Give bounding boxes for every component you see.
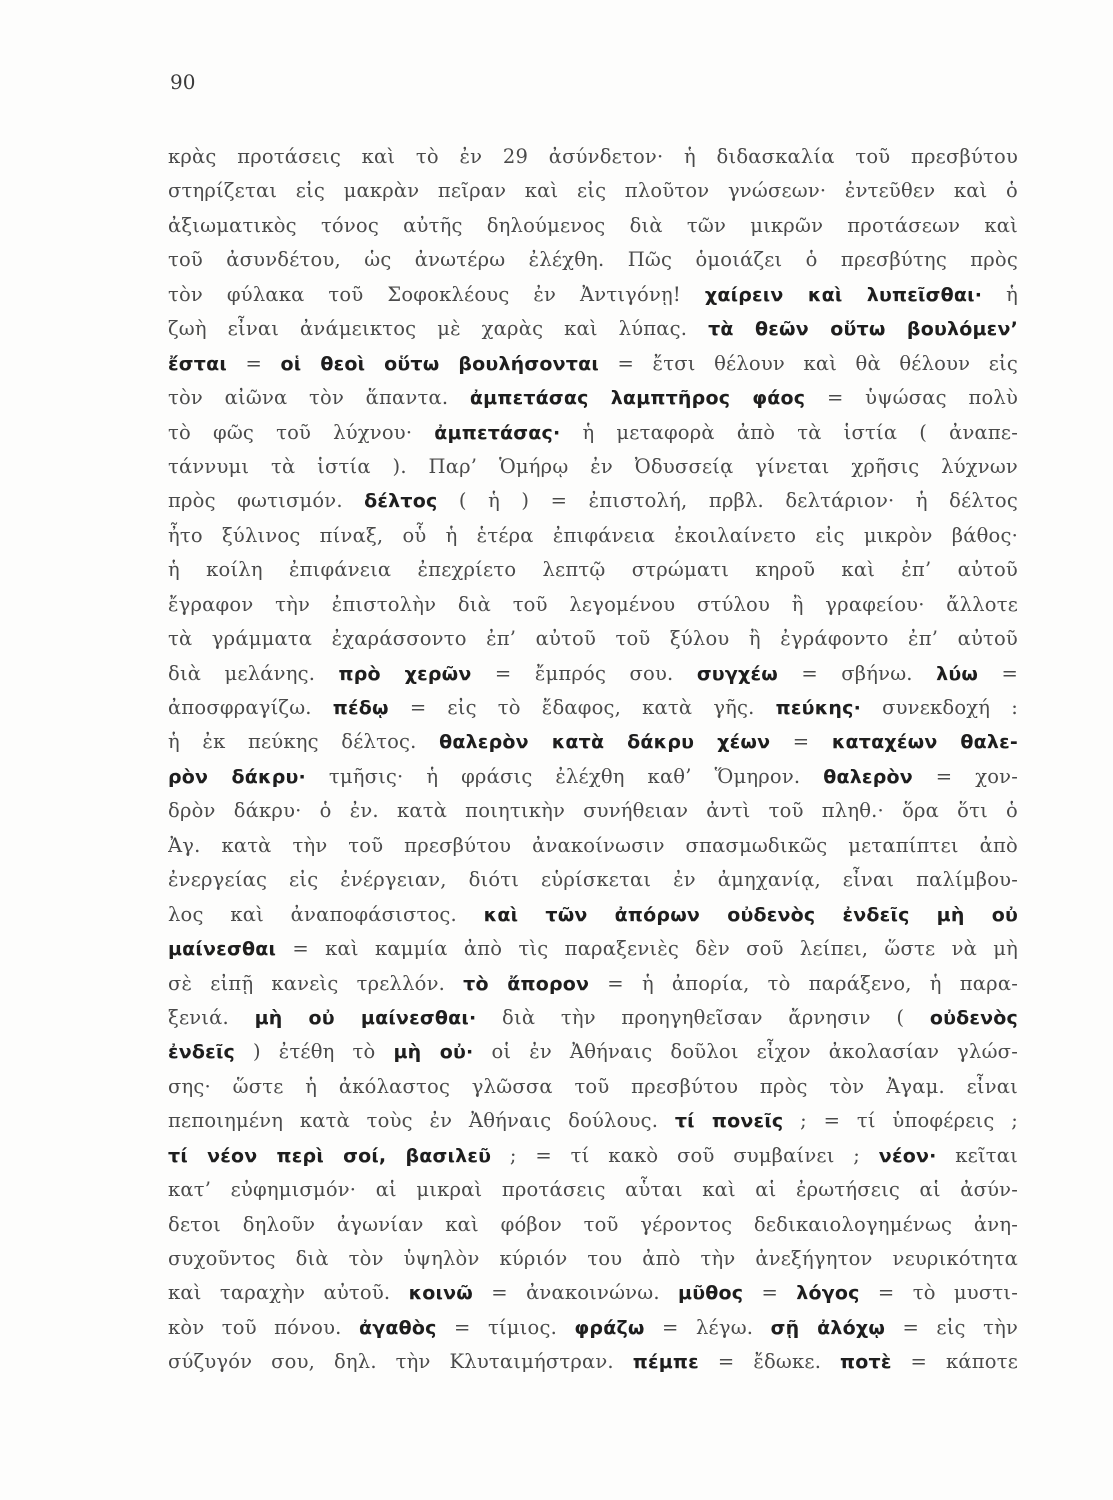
gloss-text: κατ’ εὐφημισμόν· αἱ μικραὶ προτάσεις αὗται καὶ αἱ ἐρωτήσεις αἱ ἀσύν-: [168, 1178, 1018, 1202]
text-line: [168, 622, 1018, 656]
text-line: [168, 450, 1018, 484]
gloss-text: σύζυγόν σου, δηλ. τὴν Κλυταιμήστραν.: [168, 1350, 633, 1374]
text-line: [168, 484, 1018, 518]
gloss-text: = τὸ μυστι-: [859, 1281, 1018, 1305]
lemma-bold: τί πονεῖς: [674, 1110, 784, 1133]
gloss-text: κεῖται: [936, 1143, 1018, 1167]
gloss-text: συνεκδοχή :: [861, 696, 1018, 719]
gloss-text: ἡ ἐκ πεύκης δέλτος.: [168, 730, 440, 754]
gloss-text: = χον-: [912, 764, 1018, 788]
lemma-bold: μὴ οὐ μαίνεσθαι·: [254, 1006, 477, 1029]
text-line: [168, 898, 1018, 932]
lemma-bold: ἀγαθὸς: [358, 1316, 437, 1339]
text-line: [168, 1139, 1018, 1173]
lemma-bold: τί νέον περὶ σοί, βασιλεῦ: [168, 1144, 492, 1167]
gloss-text: ἐνεργείας εἰς ἐνέργειαν, διότι εὑρίσκεται ἐν ἀμηχανίᾳ, εἶναι παλίμβου-: [168, 868, 1018, 892]
gloss-text: Ἀγ. κατὰ τὴν τοῦ πρεσβύτου ἀνακοίνωσιν σπασμωδικῶς μεταπίπτει ἀπὸ: [168, 833, 1018, 857]
text-line: [168, 1035, 1018, 1069]
gloss-text: = ἔδωκε.: [698, 1350, 841, 1374]
gloss-text: ( ἡ ) = ἐπιστολή, πρβλ. δελτάριον· ἡ δέλτος: [437, 489, 1018, 513]
gloss-text: τὸ φῶς τοῦ λύχνου·: [168, 420, 435, 444]
text-line: [168, 1104, 1018, 1138]
lemma-bold: πεύκης·: [775, 697, 861, 719]
text-line: [168, 278, 1018, 312]
lemma-bold: σῇ ἀλόχῳ: [770, 1316, 886, 1339]
lemma-bold: συγχέω: [696, 662, 778, 685]
gloss-text: = κάποτε: [891, 1350, 1018, 1374]
gloss-text: οἱ ἐν Ἀθήναις δοῦλοι εἶχον ἀκολασίαν γλώσ-: [473, 1040, 1018, 1064]
lemma-bold: οὐδενὸς: [929, 1006, 1018, 1029]
gloss-text: = εἰς τὴν: [885, 1315, 1018, 1339]
gloss-text: = σβήνω.: [777, 661, 937, 685]
gloss-text: δετοι δηλοῦν ἀγωνίαν καὶ φόβον τοῦ γέροντος δεδικαιολογημένως ἀνη-: [168, 1212, 1018, 1236]
text-line: [168, 657, 1018, 691]
gloss-text: τάννυμι τὰ ἱστία ). Παρ’ Ὁμήρῳ ἐν Ὀδυσσείᾳ γίνεται χρῆσις λύχνων: [168, 454, 1018, 478]
gloss-text: ἀποσφραγίζω.: [168, 696, 333, 719]
lemma-bold: οἱ θεοὶ οὕτω βουλήσονται: [280, 352, 599, 375]
text-line: [168, 932, 1018, 966]
gloss-text: =: [226, 351, 281, 375]
text-line: [168, 794, 1018, 828]
lemma-bold: ρὸν δάκρυ·: [168, 765, 306, 788]
text-line: [168, 381, 1018, 415]
gloss-text: σὲ εἰπῇ κανεὶς τρελλόν.: [168, 971, 464, 995]
lemma-bold: μαίνεσθαι: [168, 938, 277, 961]
lemma-bold: καὶ τῶν ἀπόρων οὐδενὸς ἐνδεῖς μὴ οὐ: [483, 903, 1018, 926]
gloss-text: ; = τί ὑποφέρεις ;: [783, 1109, 1018, 1133]
gloss-text: λος καὶ ἀναποφάσιστος.: [168, 902, 484, 926]
page-number: 90: [170, 70, 196, 94]
lemma-bold: κοινῶ: [408, 1282, 473, 1305]
lemma-bold: θαλερὸν κατὰ δάκρυ χέων: [439, 731, 771, 754]
gloss-text: =: [770, 730, 832, 754]
lemma-bold: ἀμπετάσας·: [434, 421, 561, 444]
lemma-bold: νέον·: [878, 1144, 937, 1167]
gloss-text: συχοῦντος διὰ τὸν ὑψηλὸν κύριόν του ἀπὸ τὴν ἀνεξήγητον νευρικότητα: [168, 1247, 1018, 1270]
text-line: [168, 312, 1018, 346]
text-line: [168, 760, 1018, 794]
text-line: [168, 416, 1018, 450]
gloss-text: πρὸς φωτισμόν.: [168, 489, 365, 513]
text-line: [168, 725, 1018, 759]
lemma-bold: ἀμπετάσας λαμπτῆρος φάος: [469, 387, 806, 410]
lemma-bold: πρὸ χερῶν: [338, 662, 472, 685]
text-line: [168, 967, 1018, 1001]
text-line: [168, 1001, 1018, 1035]
gloss-text: σης· ὥστε ἡ ἀκόλαστος γλῶσσα τοῦ πρεσβύτου πρὸς τὸν Ἀγαμ. εἶναι: [168, 1074, 1018, 1098]
text-line: [168, 174, 1018, 208]
gloss-text: ἔγραφον τὴν ἐπιστολὴν διὰ τοῦ λεγομένου στύλου ἢ γραφείου· ἄλλοτε: [168, 592, 1018, 616]
gloss-text: = ἔμπρός σου.: [471, 661, 697, 685]
lemma-bold: ἐνδεῖς: [168, 1041, 236, 1064]
gloss-text: τμῆσις· ἡ φράσις ἐλέχθη καθ’ Ὅμηρον.: [305, 764, 824, 788]
commentary-text-block: [168, 140, 1018, 1380]
text-line: [168, 691, 1018, 725]
lemma-bold: θαλερὸν: [823, 765, 913, 788]
text-line: [168, 347, 1018, 381]
gloss-text: κρὰς προτάσεις καὶ τὸ ἐν 29 ἀσύνδετον· ἡ διδασκαλία τοῦ πρεσβύτου: [168, 145, 1018, 168]
text-line: [168, 588, 1018, 622]
text-line: [168, 1208, 1018, 1242]
lemma-bold: τὰ θεῶν οὕτω βουλόμεν’: [708, 318, 1018, 341]
text-line: [168, 1070, 1018, 1104]
gloss-text: διὰ τὴν προηγηθεῖσαν ἄρνησιν (: [476, 1005, 930, 1029]
gloss-text: ἡ μεταφορὰ ἀπὸ τὰ ἱστία ( ἀναπε-: [560, 420, 1018, 444]
lemma-bold: τὸ ἄπορον: [463, 972, 590, 995]
text-line: [168, 519, 1018, 553]
lemma-bold: ποτὲ: [840, 1351, 892, 1374]
lemma-bold: φράζω: [574, 1316, 645, 1339]
lemma-bold: πέδῳ: [332, 697, 389, 719]
gloss-text: ἡ: [982, 282, 1018, 306]
gloss-text: ἡ κοίλη ἐπιφάνεια ἐπεχρίετο λεπτῷ στρώματι κηροῦ καὶ ἐπ’ αὐτοῦ: [168, 558, 1018, 582]
gloss-text: διὰ μελάνης.: [168, 661, 339, 685]
lemma-bold: μῦθος: [678, 1282, 744, 1305]
lemma-bold: δέλτος: [364, 490, 438, 513]
gloss-text: δρὸν δάκρυ· ὁ ἐν. κατὰ ποιητικὴν συνήθειαν ἀντὶ τοῦ πληθ.· ὅρα ὅτι ὁ: [168, 799, 1018, 823]
lemma-bold: λύω: [936, 662, 979, 685]
gloss-text: = ἀνακοινώνω.: [472, 1281, 679, 1305]
gloss-text: = καὶ καμμία ἀπὸ τὶς παραξενιὲς δὲν σοῦ λείπει, ὥστε νὰ μὴ: [276, 937, 1018, 961]
gloss-text: ξενιά.: [168, 1005, 255, 1029]
gloss-text: καὶ ταραχὴν αὐτοῦ.: [168, 1281, 409, 1305]
lemma-bold: χαίρειν καὶ λυπεῖσθαι·: [704, 283, 983, 306]
text-line: [168, 1311, 1018, 1345]
gloss-text: = ἔτσι θέλουν καὶ θὰ θέλουν εἰς: [599, 351, 1018, 375]
gloss-text: τὰ γράμματα ἐχαράσσοντο ἐπ’ αὐτοῦ τοῦ ξύλου ἢ ἐγράφοντο ἐπ’ αὐτοῦ: [168, 627, 1018, 651]
gloss-text: = ὑψώσας πολὺ: [805, 386, 1018, 410]
text-line: [168, 863, 1018, 897]
text-line: [168, 243, 1018, 277]
gloss-text: κὸν τοῦ πόνου.: [168, 1315, 359, 1339]
gloss-text: =: [978, 661, 1018, 685]
text-line: [168, 1242, 1018, 1276]
text-line: [168, 140, 1018, 174]
lemma-bold: ἔσται: [168, 352, 227, 375]
lemma-bold: λόγος: [796, 1282, 860, 1305]
gloss-text: ) ἐτέθη τὸ: [235, 1040, 394, 1064]
gloss-text: τὸν αἰῶνα τὸν ἅπαντα.: [168, 386, 470, 410]
text-line: [168, 209, 1018, 243]
gloss-text: =: [743, 1281, 797, 1305]
gloss-text: ἦτο ξύλινος πίναξ, οὗ ἡ ἑτέρα ἐπιφάνεια ἐκοιλαίνετο εἰς μικρὸν βάθος·: [168, 523, 1018, 547]
gloss-text: ζωὴ εἶναι ἀνάμεικτος μὲ χαρὰς καὶ λύπας.: [168, 317, 709, 341]
gloss-text: = λέγω.: [644, 1315, 771, 1339]
gloss-text: τοῦ ἀσυνδέτου, ὡς ἀνωτέρω ἐλέχθη. Πῶς ὁμοιάζει ὁ πρεσβύτης πρὸς: [168, 248, 1018, 272]
gloss-text: πεποιημένη κατὰ τοὺς ἐν Ἀθήναις δούλους.: [168, 1109, 675, 1133]
text-line: [168, 553, 1018, 587]
lemma-bold: μὴ οὐ·: [393, 1041, 474, 1064]
text-line: [168, 1276, 1018, 1310]
lemma-bold: καταχέων θαλε-: [831, 731, 1018, 754]
text-line: [168, 1345, 1018, 1379]
gloss-text: τὸν φύλακα τοῦ Σοφοκλέους ἐν Ἀντιγόνῃ!: [168, 282, 705, 306]
text-line: [168, 1173, 1018, 1207]
gloss-text: = εἰς τὸ ἔδαφος, κατὰ γῆς.: [388, 696, 776, 719]
gloss-text: ἀξιωματικὸς τόνος αὐτῆς δηλούμενος διὰ τῶν μικρῶν προτάσεων καὶ: [168, 213, 1018, 237]
lemma-bold: πέμπε: [632, 1351, 699, 1374]
text-line: [168, 829, 1018, 863]
gloss-text: στηρίζεται εἰς μακρὰν πεῖραν καὶ εἰς πλοῦτον γνώσεων· ἐντεῦθεν καὶ ὁ: [168, 179, 1018, 203]
gloss-text: = τίμιος.: [436, 1315, 575, 1339]
gloss-text: = ἡ ἀπορία, τὸ παράξενο, ἡ παρα-: [589, 971, 1018, 995]
gloss-text: ; = τί κακὸ σοῦ συμβαίνει ;: [491, 1143, 879, 1167]
